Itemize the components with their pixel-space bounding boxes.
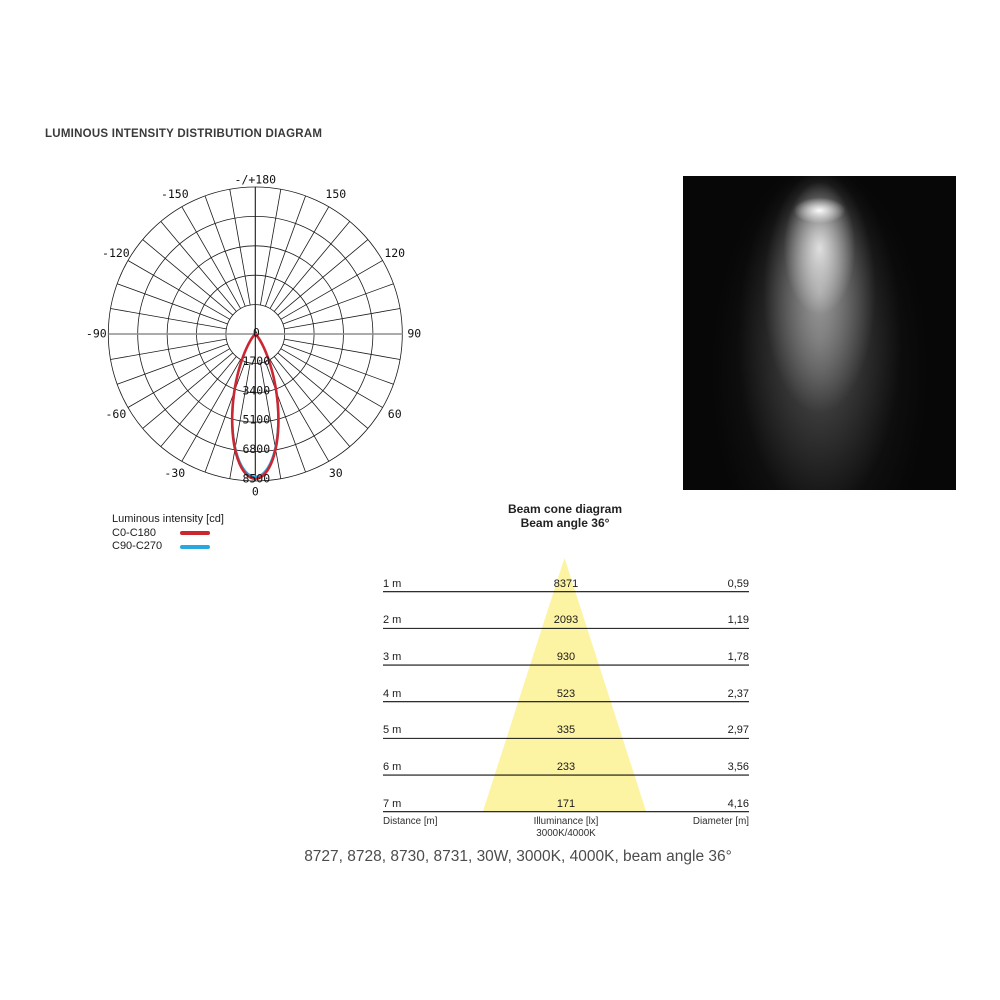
diameter-value: 2,97: [727, 724, 749, 737]
beam-row-3m: [383, 648, 749, 663]
blue-line-swatch: [180, 545, 210, 549]
legend-label: C90-C270: [112, 540, 163, 552]
beam-photo: [683, 176, 956, 490]
polar-legend: [112, 513, 224, 554]
diameter-value: 0,59: [727, 577, 749, 590]
product-caption: 8727, 8728, 8730, 8731, 30W, 3000K, 4000K, beam angle 36°: [304, 848, 732, 865]
polar-spoke: [205, 362, 245, 473]
polar-spoke: [143, 240, 233, 316]
legend-label: C0-C180: [112, 526, 157, 539]
distance-value: 5 m: [383, 724, 402, 737]
polar-spoke: [128, 349, 230, 408]
angle-label-120: 120: [384, 246, 406, 260]
polar-diagram-svg: [40, 170, 470, 505]
polar-spoke: [281, 261, 383, 320]
polar-spoke: [260, 189, 280, 305]
polar-spoke: [143, 353, 233, 429]
illuminance-value: 523: [556, 687, 576, 700]
ring-label-5100: 5100: [242, 412, 271, 427]
polar-spoke: [270, 207, 329, 309]
diameter-value: 3,56: [727, 761, 749, 774]
beam-cone-subtitle: Beam angle 36°: [520, 516, 610, 530]
angle-label--150: -150: [160, 187, 189, 202]
polar-spoke: [265, 196, 305, 307]
polar-spoke: [205, 196, 245, 307]
angle-label--60: -60: [105, 407, 127, 421]
legend-item-c0-c180: [112, 527, 224, 541]
ring-label-8500: 8500: [242, 471, 271, 486]
polar-spoke: [274, 221, 350, 311]
angle-label-30: 30: [328, 465, 343, 480]
angle-label--120: -120: [102, 246, 130, 260]
polar-spoke: [230, 189, 250, 305]
polar-spoke: [117, 284, 228, 324]
illuminance-value: 930: [556, 651, 576, 664]
polar-spoke: [128, 261, 230, 320]
angle-label-90: 90: [407, 326, 422, 341]
beam-row-6m: [383, 758, 749, 773]
ring-label-0: 0: [252, 325, 260, 340]
illuminance-value: 2093: [553, 614, 579, 627]
red-line-swatch: [180, 531, 210, 535]
angle-label-0: 0: [251, 484, 259, 499]
column-diameter: Diameter [m]: [692, 816, 749, 827]
distance-value: 1 m: [383, 577, 402, 590]
angle-label-60: 60: [387, 407, 402, 421]
beam-cone-title: Beam cone diagram: [507, 502, 623, 516]
polar-spoke: [117, 344, 228, 384]
diameter-value: 2,37: [727, 687, 749, 700]
illuminance-value: 335: [556, 724, 576, 737]
polar-spoke: [182, 207, 241, 309]
beam-row-4m: [383, 685, 749, 700]
illuminance-value: 171: [556, 797, 576, 810]
beam-row-5m: [383, 721, 749, 736]
diameter-value: 1,19: [727, 614, 749, 627]
polar-intensity-diagram: [40, 170, 470, 505]
polar-spoke: [161, 357, 237, 447]
angle-label--90: -90: [85, 326, 107, 341]
legend-title-row: [112, 513, 224, 527]
diameter-value: 1,78: [727, 651, 749, 664]
polar-spoke: [111, 339, 227, 359]
column-illuminance-main: Illuminance [lx]: [533, 816, 599, 827]
distance-value: 4 m: [383, 687, 402, 700]
diameter-value: 4,16: [727, 797, 749, 810]
polar-spoke: [161, 221, 237, 311]
ring-label-6800: 6800: [242, 442, 271, 457]
beam-cone-svg: [383, 550, 749, 816]
beam-row-2m: [383, 611, 749, 626]
polar-spoke: [274, 357, 350, 447]
beam-row-7m: [383, 795, 749, 810]
polar-spoke: [284, 339, 400, 359]
legend-item-c90-c270: [112, 540, 224, 554]
beam-row-1m: [383, 575, 749, 590]
legend-title: Luminous intensity [cd]: [112, 513, 224, 525]
polar-spoke: [278, 240, 368, 316]
angle-label--30: -30: [164, 465, 186, 480]
polar-spoke: [111, 308, 227, 328]
polar-spoke: [265, 362, 305, 473]
polar-spoke: [283, 284, 394, 324]
angle-label-150: 150: [325, 187, 347, 202]
polar-spoke: [283, 344, 394, 384]
polar-spoke: [278, 353, 368, 429]
column-distance: Distance [m]: [383, 816, 438, 827]
beam-cone-header: [415, 502, 715, 530]
polar-spoke: [284, 308, 400, 328]
distance-value: 2 m: [383, 614, 402, 627]
illuminance-value: 233: [556, 761, 576, 774]
distance-value: 3 m: [383, 651, 402, 664]
page-title: LUMINOUS INTENSITY DISTRIBUTION DIAGRAM: [45, 128, 323, 140]
illuminance-value: 8371: [553, 577, 579, 590]
ring-label-1700: 1700: [242, 353, 271, 368]
angle-label-180: -/+180: [234, 172, 277, 187]
polar-spoke: [281, 349, 383, 408]
column-illuminance-sub: 3000K/4000K: [536, 828, 596, 839]
ring-label-3400: 3400: [242, 383, 271, 398]
beam-cone-diagram: [383, 550, 749, 816]
distance-value: 7 m: [383, 797, 402, 810]
distance-value: 6 m: [383, 761, 402, 774]
